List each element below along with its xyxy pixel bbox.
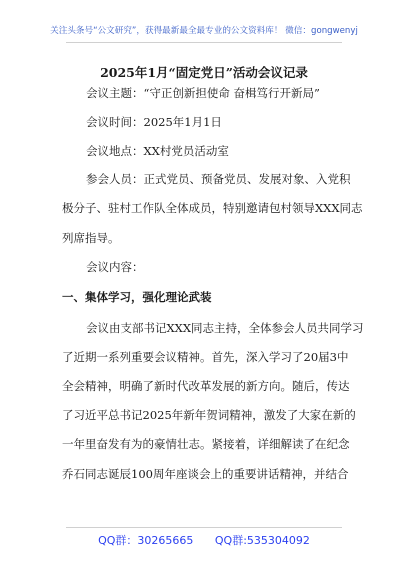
body-line: 了近期一系列重要会议精神。首先，深入学习了20届3中 (62, 350, 349, 364)
meeting-time: 会议时间：2025年1月1日 (86, 115, 222, 129)
section-heading-1: 一、集体学习，强化理论武装 (62, 290, 212, 304)
footer-qq-group-2: QQ群:535304092 (214, 534, 310, 547)
footer-qq-group-1: QQ群：30265665 (98, 534, 194, 547)
document-title: 2025年1月“固定党日”活动会议记录 (100, 65, 308, 80)
body-line: 一年里奋发有为的豪情壮志。紧接着，详细解读了在纪念 (62, 437, 350, 451)
footer (0, 532, 408, 548)
content-label: 会议内容： (86, 260, 144, 274)
body-line: 会议由支部书记XXX同志主持，全体参会人员共同学习 (86, 321, 364, 335)
body-line: 乔石同志诞辰100周年座谈会上的重要讲话精神，并结合 (62, 467, 349, 481)
meeting-place: 会议地点：XX村党员活动室 (86, 144, 229, 158)
body-line: 了习近平总书记2025年新年贺词精神，激发了大家在新的 (62, 408, 356, 422)
attendees-line-2: 极分子、驻村工作队全体成员，特别邀请包村领导XXX同志 (62, 201, 363, 215)
body-line: 全会精神，明确了新时代改革发展的新方向。随后，传达 (62, 379, 350, 393)
footer-divider (66, 527, 342, 528)
attendees-line-1: 参会人员：正式党员、预备党员、发展对象、入党积 (86, 172, 351, 186)
header-divider (66, 42, 342, 43)
attendees-line-3: 列席指导。 (62, 231, 120, 245)
meeting-theme: 会议主题：“守正创新担使命 奋楫笃行开新局” (86, 86, 320, 100)
header-note: 关注头条号“公文研究”，获得最新最全最专业的公文资料库！ 微信：gongwenyj (50, 26, 358, 36)
